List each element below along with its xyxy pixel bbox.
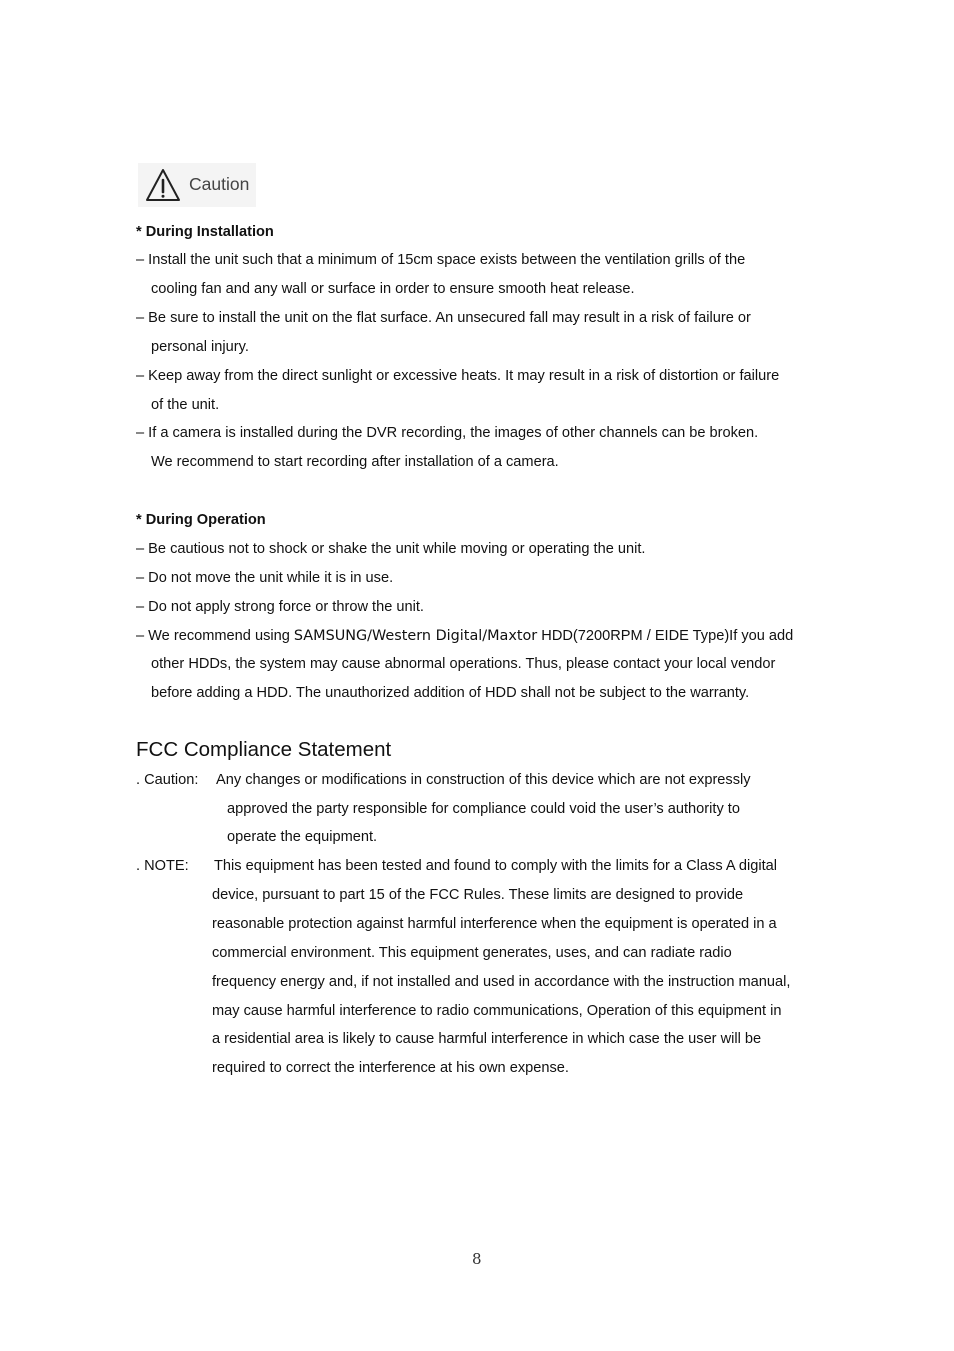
- installation-line: – Be sure to install the unit on the flat surface. An unsecured fall may result in a risk of failure or: [136, 310, 751, 326]
- warning-triangle-icon: [144, 167, 182, 203]
- caution-header: [138, 163, 256, 207]
- installation-line: – Keep away from the direct sunlight or excessive heats. It may result in a risk of distortion or failure: [136, 368, 780, 384]
- installation-heading: * During Installation: [136, 224, 274, 240]
- operation-line: before adding a HDD. The unauthorized addition of HDD shall not be subject to the warranty.: [151, 685, 750, 701]
- fcc-note-line: reasonable protection against harmful interference when the equipment is operated in a: [212, 916, 777, 932]
- fcc-note-label: . NOTE:: [136, 858, 189, 874]
- installation-line: – Install the unit such that a minimum of 15cm space exists between the ventilation grills of the: [136, 252, 746, 268]
- hdd-suffix: HDD(7200RPM / EIDE Type)If you add: [537, 628, 794, 644]
- operation-line: – Be cautious not to shock or shake the unit while moving or operating the unit.: [136, 541, 646, 557]
- installation-line: personal injury.: [151, 339, 249, 355]
- fcc-title: FCC Compliance Statement: [136, 738, 392, 761]
- fcc-note-line: frequency energy and, if not installed and used in accordance with the instruction manual,: [212, 974, 791, 990]
- fcc-caution-line: operate the equipment.: [227, 829, 378, 845]
- hdd-brands: SAMSUNG/Western Digital/Maxtor: [293, 628, 538, 644]
- installation-line: – If a camera is installed during the DVR recording, the images of other channels can be broken.: [136, 425, 759, 441]
- fcc-caution-label: . Caution:: [136, 772, 199, 788]
- operation-heading: * During Operation: [136, 512, 266, 528]
- operation-line: other HDDs, the system may cause abnormal operations. Thus, please contact your local vendor: [151, 656, 776, 672]
- operation-hdd-line: [136, 627, 793, 645]
- fcc-note-line: commercial environment. This equipment generates, uses, and can radiate radio: [212, 945, 732, 961]
- fcc-note-line: a residential area is likely to cause harmful interference in which case the user will be: [212, 1031, 762, 1047]
- caution-label: Caution: [189, 174, 250, 194]
- fcc-caution-line: approved the party responsible for compliance could void the user’s authority to: [227, 801, 740, 817]
- installation-line: cooling fan and any wall or surface in order to ensure smooth heat release.: [151, 281, 635, 297]
- hdd-prefix: – We recommend using: [136, 628, 294, 644]
- fcc-note-line: device, pursuant to part 15 of the FCC Rules. These limits are designed to provide: [212, 887, 744, 903]
- operation-line: – Do not move the unit while it is in use.: [136, 570, 394, 586]
- installation-line: We recommend to start recording after installation of a camera.: [151, 454, 559, 470]
- installation-line: of the unit.: [151, 397, 220, 413]
- fcc-note-line: This equipment has been tested and found to comply with the limits for a Class A digital: [214, 858, 777, 874]
- fcc-caution-line: Any changes or modifications in construction of this device which are not expressly: [216, 772, 751, 788]
- operation-line: – Do not apply strong force or throw the unit.: [136, 599, 424, 615]
- fcc-note-line: may cause harmful interference to radio communications, Operation of this equipment in: [212, 1003, 782, 1019]
- page-number: 8: [472, 1250, 482, 1268]
- fcc-note-line: required to correct the interference at his own expense.: [212, 1060, 569, 1076]
